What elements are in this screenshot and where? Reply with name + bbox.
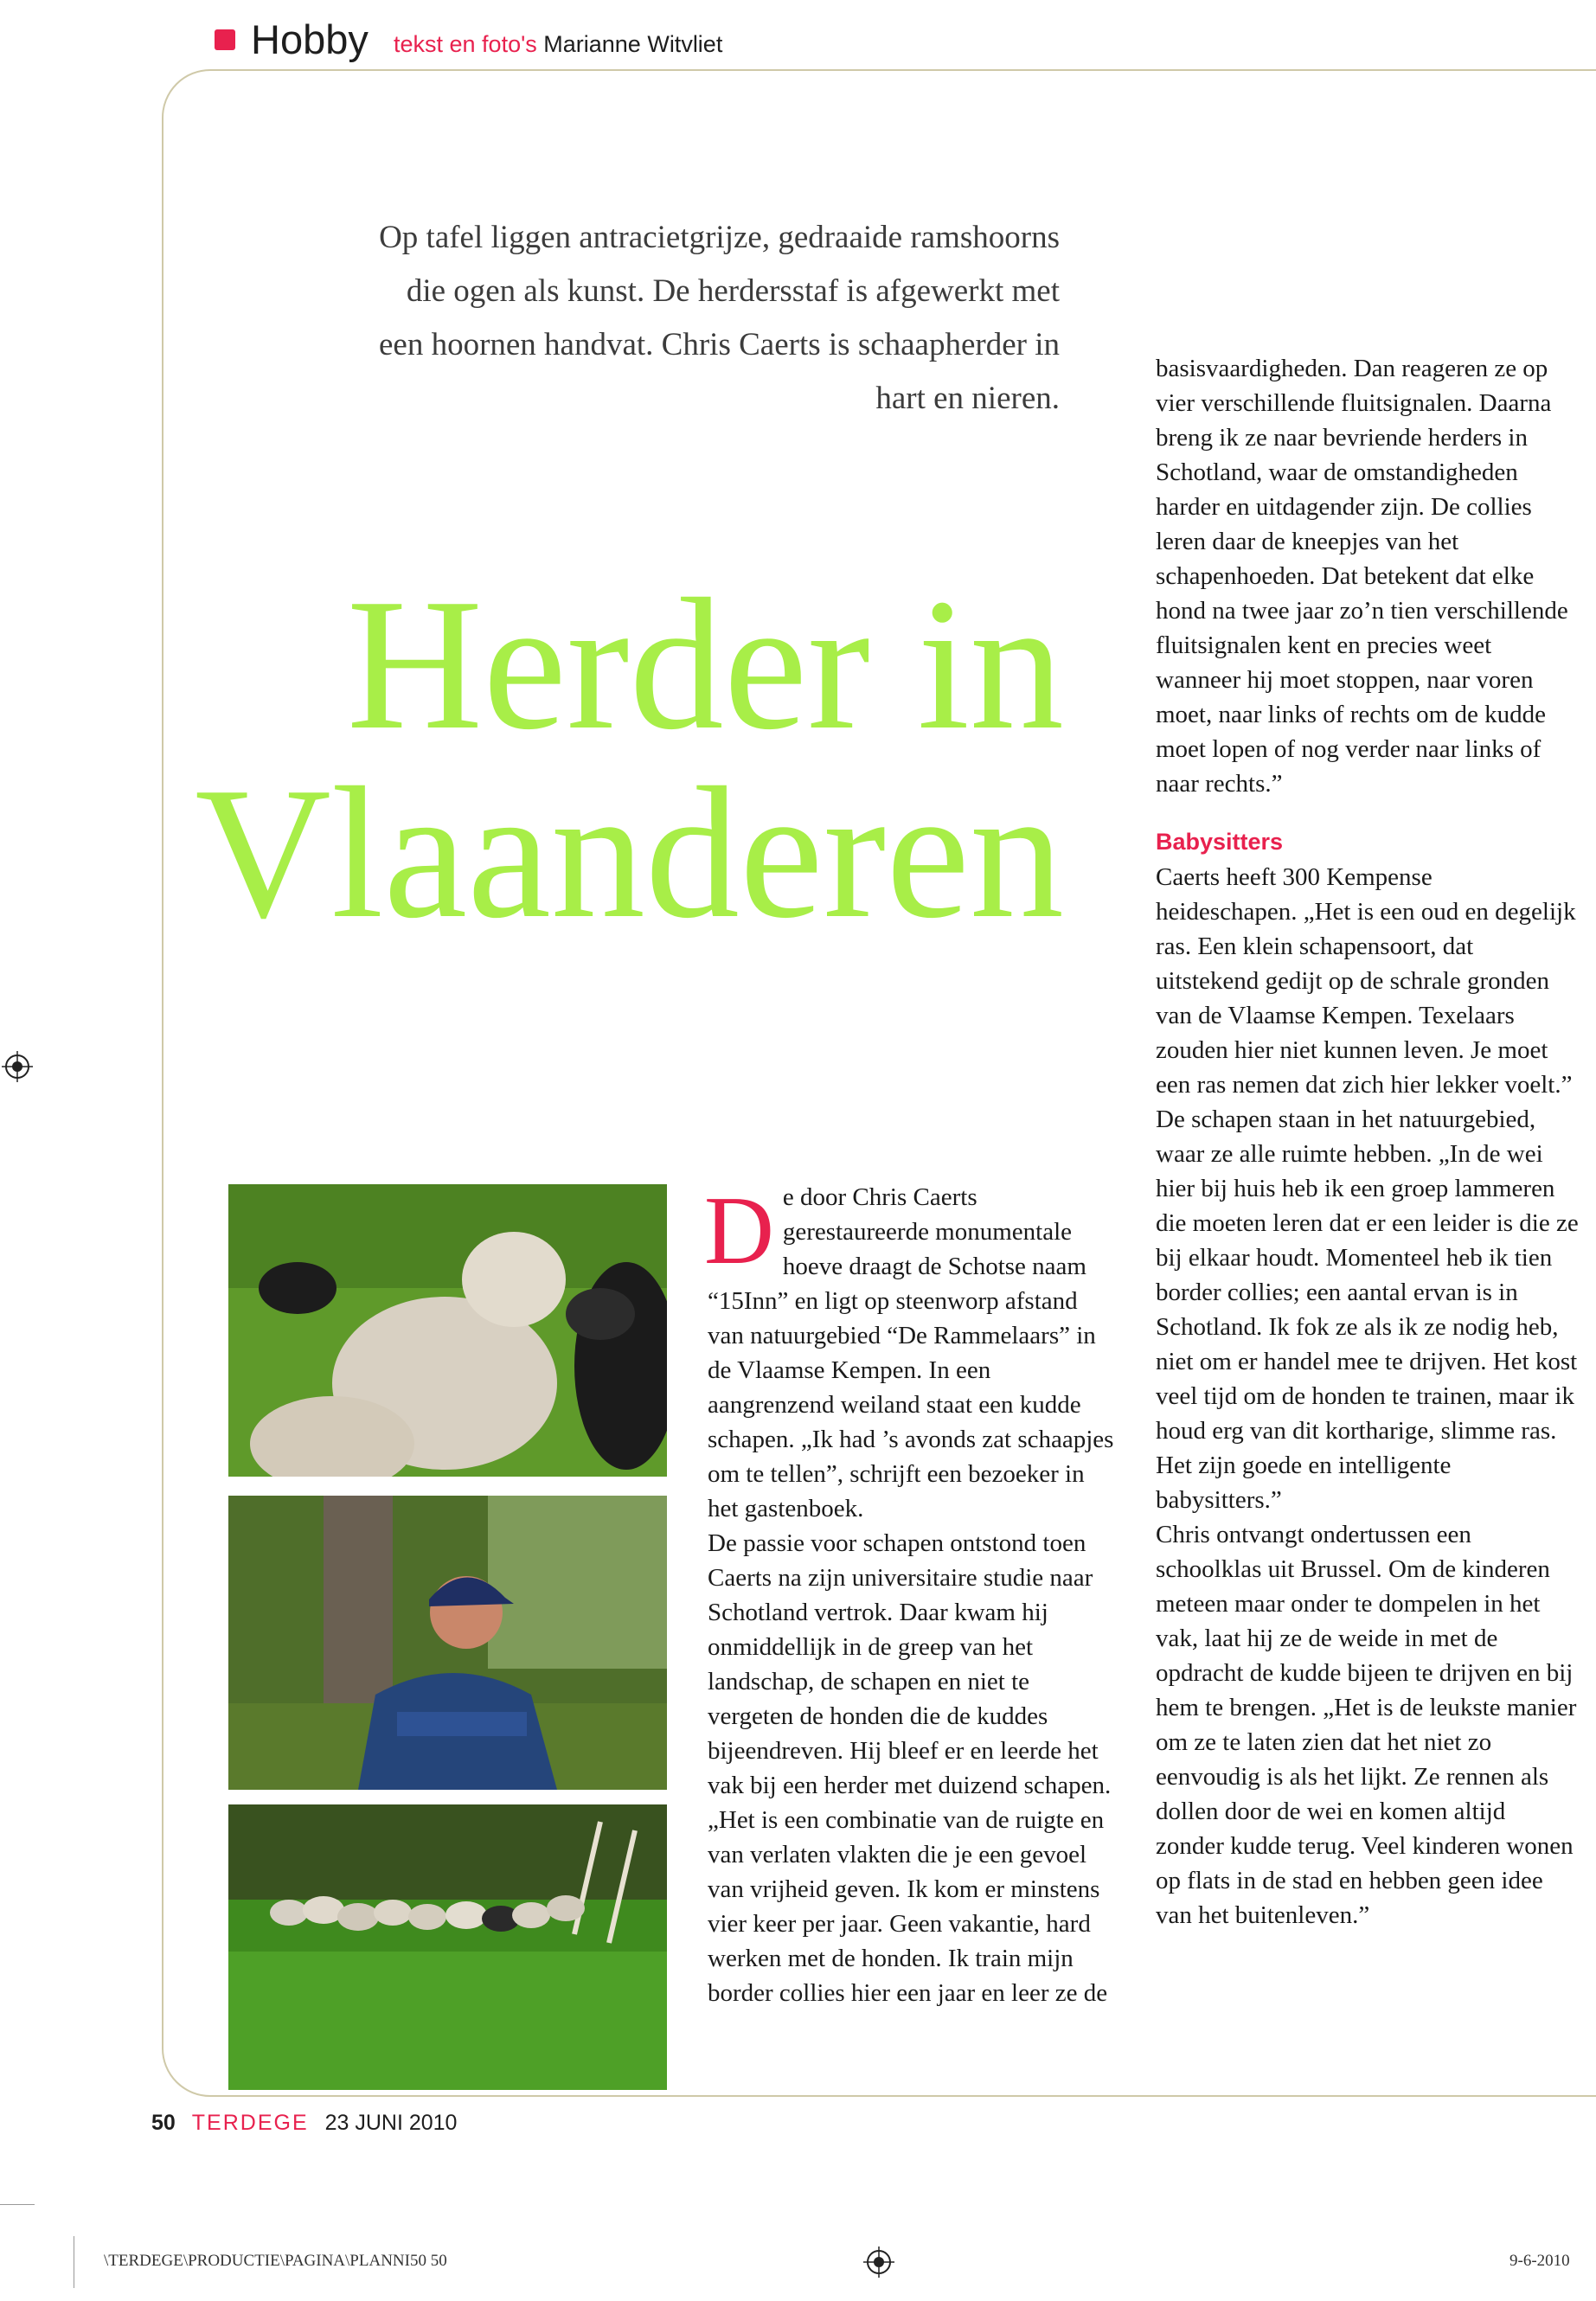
page-folio xyxy=(151,2111,457,2136)
registration-mark-icon xyxy=(2,1051,33,1082)
paragraph: Chris ontvangt ondertussen een schoolklas uit Brussel. Om de kinderen meteen maar onder te dompelen in het vak, laat hij ze de weide in met de opdracht de kudde bijeen te drijven en bij hem te brengen. „Het is de leukste manier om ze te laten zien dat het niet zo eenvoudig is als het lijkt. Ze rennen als dollen door de wei en komen altijd zonder kudde terug. Veel kinderen wonen op flats in de stad en hebben geen idee van het buitenleven.” xyxy=(1156,1521,1577,1929)
byline-prefix: tekst en foto's xyxy=(394,31,537,57)
section-title: Hobby xyxy=(251,16,369,62)
section-marker-icon xyxy=(215,29,235,50)
title-line-1: Herder in xyxy=(346,561,1064,769)
body-column-middle xyxy=(704,1177,1114,2010)
registration-mark-icon xyxy=(863,2247,894,2278)
issue-date: 23 JUNI 2010 xyxy=(324,2111,458,2135)
byline-author: Marianne Witvliet xyxy=(543,31,723,57)
article-title xyxy=(156,561,1064,958)
photo-flock-in-meadow xyxy=(228,1804,667,2090)
paragraph: basisvaardigheden. Dan reageren ze op vier verschillende fluitsignalen. Daarna breng ik ze naar bevriende herders in Schotland, waar de omstandigheden harder en uitdagender zijn. De collies leren daar de kneepjes van het schapenhoeden. Dat betekent dat elke hond na twee jaar zo’n tien verschillende fluitsignalen kent en precies weet wanneer hij moet stoppen, naar voren moet, naar links of rechts om de kudde moet lopen of nog verder naar links of naar rechts.” xyxy=(1156,355,1568,798)
magazine-name: TERDEGE xyxy=(191,2111,309,2135)
paragraph-opening xyxy=(704,1177,1114,1526)
paragraph-text: e door Chris Caerts gerestaureerde monumentale hoeve draagt de Schotse naam “15Inn” en ligt op steenworp afstand van natuurgebied “De Rammelaars” in de Vlaamse Kempen. In een aangrenzend weiland staat een kudde schapen. „Ik had ’s avonds zat schaapjes om te tellen”, schrijft een bezoeker in het gastenboek. xyxy=(708,1183,1114,1522)
drop-cap: D xyxy=(704,1177,774,1285)
photo-sheep-and-dog xyxy=(228,1184,667,1477)
crop-mark xyxy=(0,2204,35,2205)
body-column-right xyxy=(1156,351,1580,1932)
byline xyxy=(394,29,722,59)
subheading: Babysitters xyxy=(1156,829,1284,855)
page-number: 50 xyxy=(151,2111,176,2135)
paragraph: De schapen staan in het natuurgebied, waar ze alle ruimte hebben. „In de wei hier bij huis heb ik een groep lammeren die moeten leren dat er een leider is die ze bij elkaar houdt. Momenteel heb ik tien border collies; een aantal ervan is in Schotland. Ik fok ze als ik ze nodig heb, niet om er handel mee te drijven. Het kost veel tijd om de honden te trainen, maar ik houd erg van dit kortharige, slimme ras. Het zijn goede en intelligente babysitters.” xyxy=(1156,1106,1579,1514)
photo-shepherd xyxy=(228,1496,667,1790)
paragraph: Caerts heeft 300 Kempense heideschapen. „Het is een oud en degelijk ras. Een klein schapensoort, dat uitstekend gedijt op de schrale gronden van de Vlaamse Kempen. Texelaars zouden hier niet kunnen leven. Je moet een ras nemen dat zich hier lekker voelt.” xyxy=(1156,863,1576,1099)
title-line-2: Vlaanderen xyxy=(195,749,1064,958)
paragraph: De passie voor schapen ontstond toen Caerts na zijn universitaire studie naar Schotland vertrok. Daar kwam hij onmiddellijk in de greep van het landschap, de schapen en niet te vergeten de honden die de kuddes bijeendreven. Hij bleef er en leerde het vak bij een herder met duizend schapen. „Het is een combinatie van de ruigte en van verlaten vlakten die je een gevoel van vrijheid geven. Ik kom er minstens vier keer per jaar. Geen vakantie, hard werken met de honden. Ik train mijn border collies hier een jaar en leer ze de xyxy=(708,1529,1112,2007)
print-slug: \TERDEGE\PRODUCTIE\PAGINA\PLANNI50 50 xyxy=(104,2252,447,2270)
intro-lead: Op tafel liggen antracietgrijze, gedraaide ramshoorns die ogen als kunst. De herdersstaf is afgewerkt met een hoornen handvat. Chris Caerts is schaapherder in hart en nieren. xyxy=(378,220,1060,416)
print-date: 9-6-2010 xyxy=(1509,2252,1570,2270)
